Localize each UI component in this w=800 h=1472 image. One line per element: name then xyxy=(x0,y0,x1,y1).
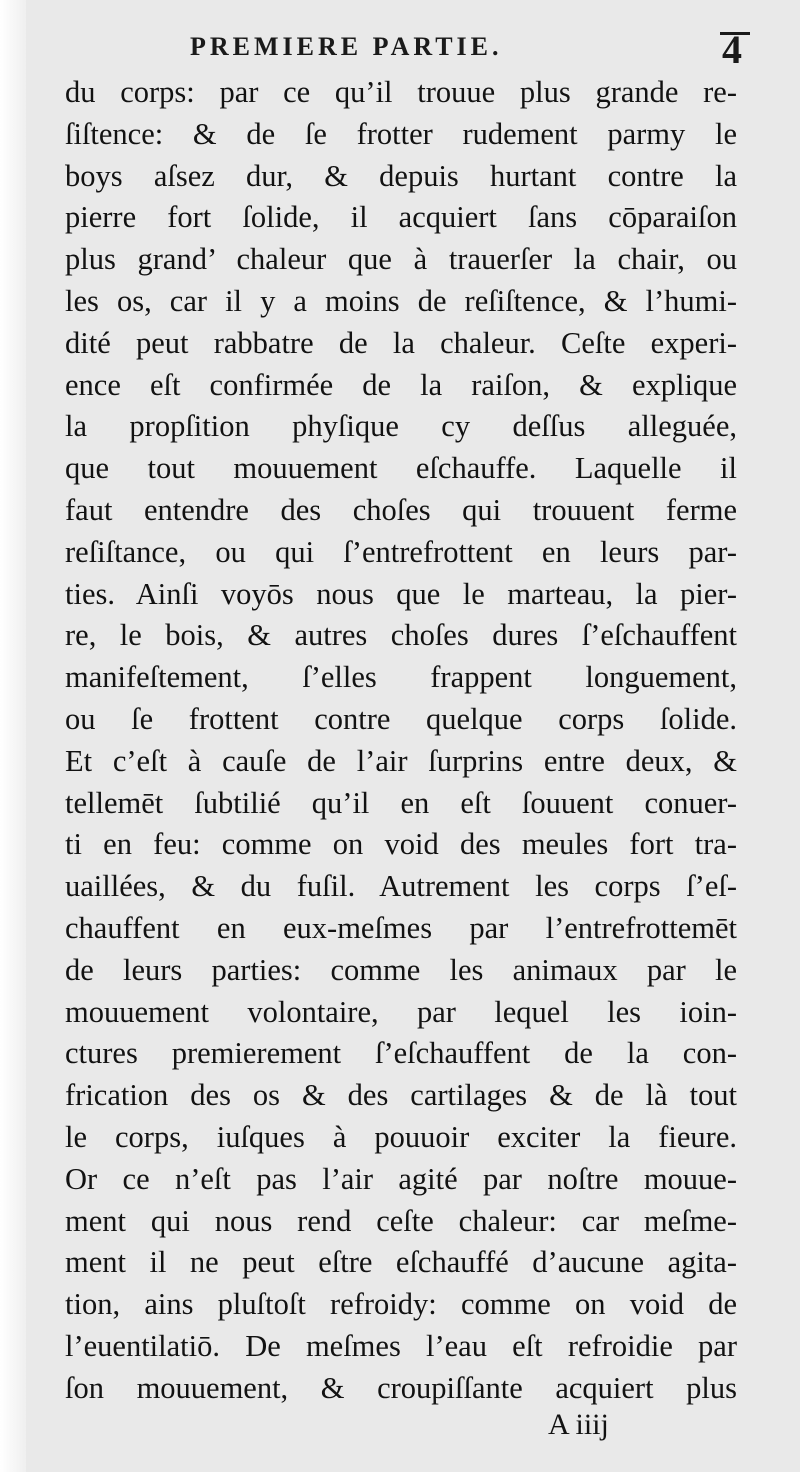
text-line: tion, ains pluſtoſt refroidy: comme on void de xyxy=(65,1287,737,1322)
page-edge xyxy=(0,0,26,1472)
text-line: boys aſsez dur, & depuis hurtant contre la xyxy=(65,158,737,193)
text-line: ctures premierement ſ’eſchauffent de la con- xyxy=(65,1036,737,1071)
text-line: la propſition phyſique cy deſſus alleguée, xyxy=(65,409,737,444)
text-line: ti en feu: comme on void des meules fort tra- xyxy=(65,827,737,862)
text-line: ou ſe frottent contre quelque corps ſolide. xyxy=(65,701,737,736)
text-line: que tout mouuement eſchauffe. Laquelle il xyxy=(65,451,737,486)
text-line: Or ce n’eſt pas l’air agité par noſtre mouue- xyxy=(65,1161,737,1196)
text-line: mouuement volontaire, par lequel les ioin- xyxy=(65,994,737,1029)
text-line: ence eſt confirmée de la raiſon, & explique xyxy=(65,367,737,402)
text-line: pierre fort ſolide, il acquiert ſans cōparaiſon xyxy=(65,200,737,235)
text-line: uaillées, & du fuſil. Autrement les corps ſ’eſ- xyxy=(65,869,737,904)
text-line: les os, car il y a moins de reſiſtence, & l’humi- xyxy=(65,283,737,318)
body-text xyxy=(65,72,737,1410)
text-line: de leurs parties: comme les animaux par le xyxy=(65,952,737,987)
text-line: du corps: par ce qu’il trouue plus grande re- xyxy=(65,75,737,109)
text-line: chauffent en eux-meſmes par l’entrefrottemēt xyxy=(65,910,737,945)
page-header xyxy=(0,27,800,72)
text-line: tellemēt ſubtilié qu’il en eſt ſouuent conuer- xyxy=(65,785,737,820)
text-line: ſon mouuement, & croupiſſante acquiert plus xyxy=(65,1370,737,1405)
text-line: ſiſtence: & de ſe frotter rudement parmy le xyxy=(65,116,737,151)
text-line: ties. Ainſi voyōs nous que le marteau, la pier- xyxy=(65,576,737,611)
page-number: 4 xyxy=(722,27,742,72)
text-line: dité peut rabbatre de la chaleur. Ceſte experi- xyxy=(65,325,737,360)
text-line: re, le bois, & autres choſes dures ſ’eſchauffent xyxy=(65,618,737,653)
text-line: reſiſtance, ou qui ſ’entrefrottent en leurs par- xyxy=(65,534,737,569)
text-line: plus grand’ chaleur que à trauerſer la chair, ou xyxy=(65,242,737,277)
text-line: Et c’eſt à cauſe de l’air ſurprins entre deux, & xyxy=(65,743,737,778)
text-line: frication des os & des cartilages & de là tout xyxy=(65,1078,737,1113)
text-line: ment qui nous rend ceſte chaleur: car meſme- xyxy=(65,1203,737,1238)
text-line: le corps, iuſques à pouuoir exciter la fieure. xyxy=(65,1119,737,1154)
signature-mark: A iiij xyxy=(548,1408,609,1441)
text-line: ment il ne peut eſtre eſchauffé d’aucune agita- xyxy=(65,1245,737,1280)
text-line: manifeſtement, ſ’elles frappent longuement, xyxy=(65,660,737,695)
text-line: faut entendre des choſes qui trouuent ferme xyxy=(65,492,737,527)
text-line: l’euentilatiō. De meſmes l’eau eſt refroidie par xyxy=(65,1328,737,1363)
running-head: PREMIERE PARTIE. xyxy=(190,32,503,61)
